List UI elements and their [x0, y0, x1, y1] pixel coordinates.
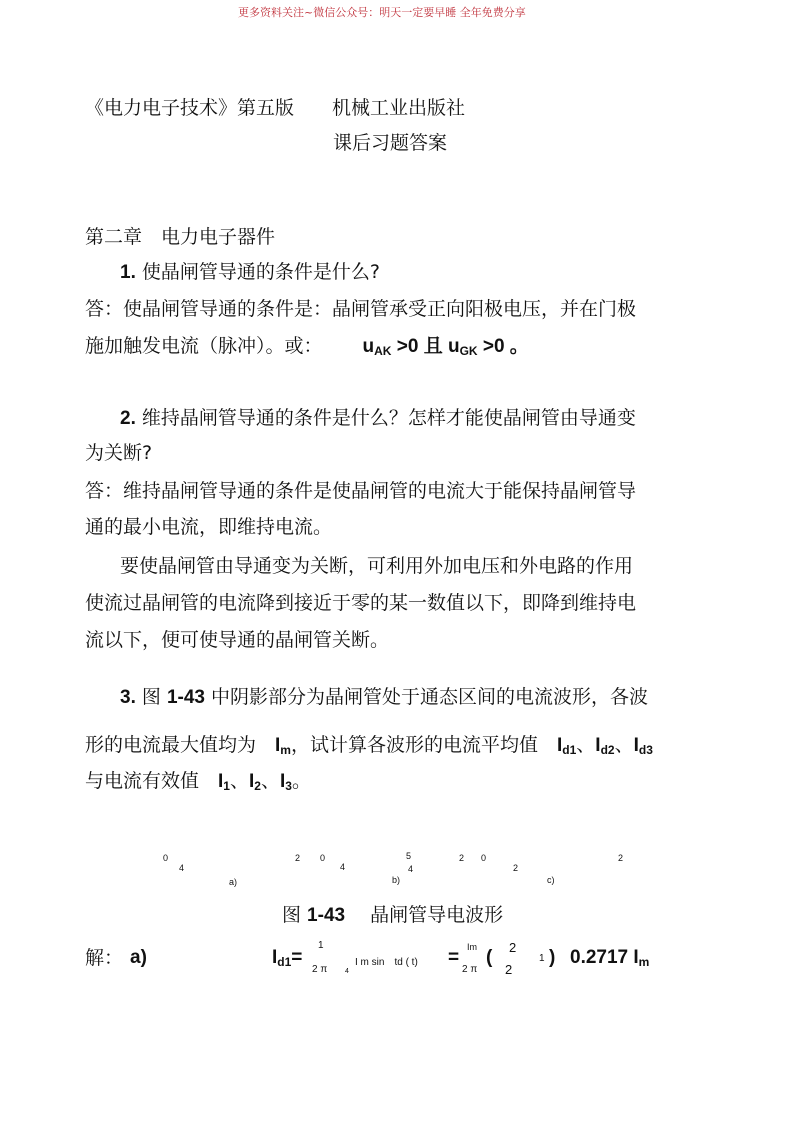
- text: 施加触发电流（脉冲）。或：: [85, 335, 323, 357]
- chapter-heading: 第二章 电力电子器件: [85, 226, 276, 248]
- answer-2-line5: 流以下，便可使导通的晶闸管关断。: [85, 629, 390, 651]
- axis-label: 2: [513, 863, 519, 873]
- axis-label: 5: [406, 851, 412, 861]
- equals: =: [291, 947, 303, 968]
- q-text: 维持晶闸管导通的条件是什么？怎样才能使晶闸管由导通变: [141, 407, 636, 429]
- text: 图: [141, 686, 167, 708]
- symbol: u: [362, 336, 375, 357]
- question-3-line3: [85, 769, 311, 798]
- figure-caption: [282, 903, 503, 928]
- subscript: d1: [277, 955, 292, 969]
- subscript: d1: [562, 743, 577, 757]
- subscript: AK: [374, 344, 392, 358]
- axis-label: 0: [320, 853, 326, 863]
- axis-label: 4: [340, 862, 346, 872]
- symbol: I: [279, 771, 286, 792]
- text: 、: [260, 770, 280, 792]
- fig-ref: 1-43: [166, 687, 205, 708]
- axis-label: 2: [618, 853, 624, 863]
- equals: =: [448, 947, 460, 968]
- paren: ): [549, 947, 556, 968]
- panel-label: c): [547, 875, 555, 885]
- integrand: I m sin td ( t): [355, 957, 418, 968]
- denominator: 2: [505, 962, 513, 977]
- denominator: 2 π: [462, 964, 478, 975]
- part-label: a): [130, 947, 147, 968]
- q-number: 3.: [120, 687, 136, 708]
- symbol: I: [272, 947, 278, 968]
- subscript: 2: [254, 779, 261, 793]
- text: 。: [291, 770, 311, 792]
- axis-label: 2: [295, 853, 301, 863]
- subscript: GK: [459, 344, 478, 358]
- symbol: I: [249, 771, 255, 792]
- q-number: 2.: [120, 408, 136, 429]
- symbol: u: [447, 336, 460, 357]
- term: 1: [539, 953, 545, 964]
- panel-label: b): [392, 875, 401, 885]
- symbol: I: [595, 735, 601, 756]
- answer-2-line4: 使流过晶闸管的电流降到接近于零的某一数值以下，即降到维持电: [85, 592, 637, 614]
- answer-2-line1: 答：维持晶闸管导通的条件是使晶闸管的电流大于能保持晶闸管导: [85, 480, 637, 502]
- value: 0.2717 I: [570, 947, 639, 968]
- promo-header: 更多资料关注~微信公众号：明天一定要早睡 全年免费分享: [238, 6, 526, 19]
- subscript: 3: [285, 779, 292, 793]
- question-2: [120, 406, 636, 431]
- axis-label: 4: [408, 864, 414, 874]
- integral-limit: 4: [345, 968, 349, 975]
- axis-label: 2: [459, 853, 465, 863]
- fig-number: 1-43: [307, 905, 346, 926]
- subscript: d2: [600, 743, 615, 757]
- panel-label: a): [229, 877, 238, 887]
- question-2-cont: 为关断?: [85, 442, 153, 464]
- question-1: [120, 260, 380, 285]
- text: >0 。: [477, 336, 529, 357]
- subscript: m: [280, 743, 291, 757]
- answer-2-line2: 通的最小电流，即维持电流。: [85, 516, 333, 538]
- text: ，试计算各波形的电流平均值: [290, 734, 557, 756]
- symbol: I: [218, 771, 224, 792]
- text: 、: [576, 734, 596, 756]
- text: 晶闸管导电波形: [370, 904, 504, 926]
- symbol: I: [275, 735, 281, 756]
- paren: (: [486, 947, 493, 968]
- subscript: 1: [223, 779, 230, 793]
- numerator: 2: [509, 940, 517, 955]
- axis-label: 4: [179, 863, 185, 873]
- subscript: m: [638, 955, 650, 969]
- doc-title: 《电力电子技术》第五版 机械工业出版社: [85, 97, 466, 119]
- symbol: I: [556, 735, 563, 756]
- axis-label: 0: [481, 853, 487, 863]
- text: >0 且: [391, 336, 448, 357]
- text: 图: [282, 904, 308, 926]
- text: 、: [229, 770, 249, 792]
- answer-1-line1: 答：使晶闸管导通的条件是：晶闸管承受正向阳极电压，并在门极: [85, 298, 637, 320]
- numerator: Im: [467, 942, 477, 952]
- question-3-line2: [85, 733, 653, 762]
- formula-result: [570, 946, 649, 974]
- q-text: 使晶闸管导通的条件是什么?: [141, 261, 380, 283]
- answer-1-line2: [85, 334, 529, 363]
- axis-label: 0: [163, 853, 169, 863]
- symbol: I: [633, 735, 639, 756]
- doc-subtitle: 课后习题答案: [333, 132, 448, 154]
- q-number: 1.: [120, 262, 136, 283]
- solution-label: 解：: [85, 947, 124, 969]
- denominator: 2 π: [312, 964, 328, 975]
- numerator: 1: [318, 940, 324, 951]
- text: 与电流有效值: [85, 770, 219, 792]
- subscript: d3: [638, 743, 653, 757]
- text: 形的电流最大值均为: [85, 734, 276, 756]
- question-3-line1: [120, 685, 648, 710]
- answer-2-line3: 要使晶闸管由导通变为关断，可利用外加电压和外电路的作用: [120, 555, 634, 577]
- text: 中阴影部分为晶闸管处于通态区间的电流波形，各波: [204, 686, 649, 708]
- text: 、: [614, 734, 634, 756]
- formula-lhs: [272, 946, 302, 974]
